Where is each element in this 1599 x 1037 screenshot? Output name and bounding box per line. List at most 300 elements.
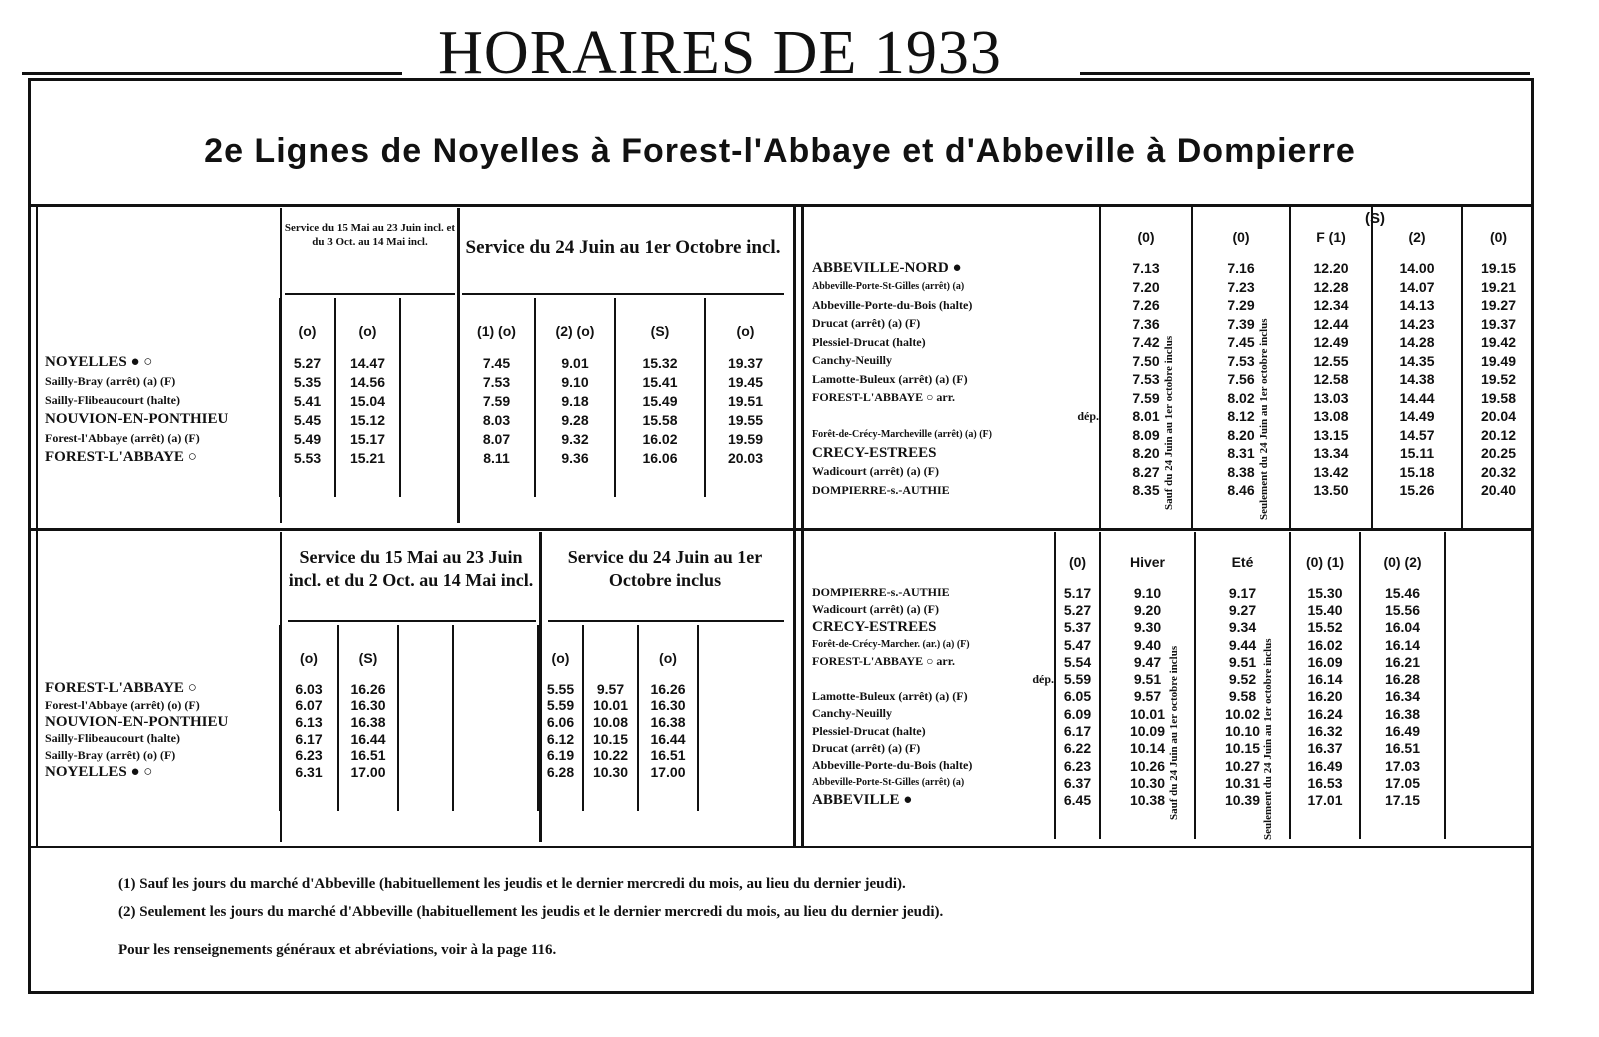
- empty-cell: [615, 467, 705, 497]
- departure-time: 16.34: [1360, 688, 1445, 705]
- departure-time: 17.00: [338, 764, 398, 781]
- departure-time: 16.44: [638, 731, 698, 748]
- upper-left-timetable: [45, 298, 785, 497]
- departure-time: 5.27: [280, 353, 335, 372]
- departure-time: 8.09: [1100, 426, 1192, 445]
- departure-time: 5.45: [280, 410, 335, 429]
- departure-time: 9.36: [535, 448, 615, 467]
- station-name: Wadicourt (arrêt) (a) (F): [812, 464, 939, 479]
- station-name: ABBEVILLE-NORD ●: [812, 259, 962, 276]
- departure-time: 10.22: [583, 747, 638, 764]
- departure-time: 15.56: [1360, 601, 1445, 618]
- station-name: FOREST-L'ABBAYE ○: [45, 449, 197, 465]
- ul-column-mark: [400, 298, 458, 353]
- departure-time: 9.47: [1100, 653, 1195, 670]
- departure-time: 19.52: [1462, 370, 1534, 389]
- departure-time: 19.45: [705, 372, 785, 391]
- departure-time: 19.37: [1462, 315, 1534, 334]
- empty-cell: [453, 781, 538, 811]
- departure-time: 8.07: [458, 429, 535, 448]
- departure-time: 19.51: [705, 391, 785, 410]
- empty-cell: [335, 467, 400, 497]
- departure-time: [1445, 636, 1530, 653]
- departure-time: 7.53: [458, 372, 535, 391]
- departure-time: 16.26: [638, 680, 698, 697]
- departure-time: 16.30: [638, 697, 698, 714]
- station-name: Wadicourt (arrêt) (a) (F): [812, 602, 939, 617]
- departure-time: 5.59: [1055, 670, 1100, 687]
- departure-time: 20.32: [1462, 463, 1534, 482]
- departure-time: 19.42: [1462, 333, 1534, 352]
- departure-time: [453, 714, 538, 731]
- departure-time: [398, 747, 453, 764]
- departure-time: 7.50: [1100, 352, 1192, 371]
- departure-time: 10.39: [1195, 792, 1290, 809]
- ll-header-row: [45, 625, 783, 680]
- departure-time: 15.12: [335, 410, 400, 429]
- lr-column-mark: (0) (2): [1360, 532, 1445, 584]
- lr-column-mark: Eté: [1195, 532, 1290, 584]
- departure-time: 8.20: [1100, 444, 1192, 463]
- table-row: [45, 391, 785, 410]
- ul-column-mark: (o): [335, 298, 400, 353]
- departure-time: [453, 697, 538, 714]
- table-row: [45, 747, 783, 764]
- ul-group2-header: Service du 24 Juin au 1er Octobre incl.: [465, 237, 781, 258]
- station-name: Plessiel-Drucat (halte): [812, 334, 926, 349]
- departure-time: 8.12: [1192, 407, 1290, 426]
- departure-time: 6.13: [280, 714, 338, 731]
- departure-time: 7.53: [1192, 352, 1290, 371]
- departure-time: 14.13: [1372, 296, 1462, 315]
- departure-time: 9.20: [1100, 601, 1195, 618]
- departure-time: 14.00: [1372, 259, 1462, 278]
- ur-column-mark: (2): [1372, 206, 1462, 259]
- empty-cell: [812, 500, 1100, 530]
- ul-filler-row: [45, 467, 785, 497]
- empty-cell: [812, 809, 1055, 839]
- footnote-general: Pour les renseignements généraux et abréviations, voir à la page 116.: [118, 942, 557, 958]
- departure-time: 6.37: [1055, 774, 1100, 791]
- departure-time: 16.21: [1360, 653, 1445, 670]
- departure-time: 15.46: [1360, 584, 1445, 601]
- station-name: NOYELLES ● ○: [45, 354, 153, 370]
- departure-time: 15.41: [615, 372, 705, 391]
- departure-time: 16.24: [1290, 705, 1360, 722]
- title-rule-left: [22, 72, 402, 75]
- ul-group1-rule: [285, 293, 455, 295]
- departure-time: 13.15: [1290, 426, 1372, 445]
- departure-time: 16.30: [338, 697, 398, 714]
- empty-cell: [1290, 809, 1360, 839]
- departure-time: 14.56: [335, 372, 400, 391]
- departure-time: 13.50: [1290, 481, 1372, 500]
- departure-time: 10.10: [1195, 722, 1290, 739]
- ur-group-mark: (S): [1365, 210, 1385, 227]
- station-name: Forest-l'Abbaye (arrêt) (o) (F): [45, 697, 200, 712]
- empty-cell: [535, 467, 615, 497]
- departure-time: 7.26: [1100, 296, 1192, 315]
- ur-column-mark: F (1): [1290, 206, 1372, 259]
- station-name: Sailly-Bray (arrêt) (a) (F): [45, 374, 176, 388]
- departure-time: 6.07: [280, 697, 338, 714]
- departure-time: 6.05: [1055, 688, 1100, 705]
- table-row: [812, 278, 1534, 297]
- lower-left-timetable: [45, 625, 783, 811]
- departure-time: 16.02: [615, 429, 705, 448]
- departure-time: [398, 714, 453, 731]
- empty-cell: [538, 781, 583, 811]
- departure-time: 7.59: [458, 391, 535, 410]
- departure-time: 14.28: [1372, 333, 1462, 352]
- station-name: Drucat (arrêt) (a) (F): [812, 316, 921, 331]
- departure-time: 17.01: [1290, 792, 1360, 809]
- departure-time: 19.49: [1462, 352, 1534, 371]
- departure-time: 16.51: [338, 747, 398, 764]
- departure-time: 10.01: [1100, 705, 1195, 722]
- departure-time: 5.27: [1055, 601, 1100, 618]
- departure-time: 17.03: [1360, 757, 1445, 774]
- departure-time: 12.58: [1290, 370, 1372, 389]
- ll-group2-header: Service du 24 Juin au 1er Octobre inclus: [567, 547, 763, 590]
- departure-time: 10.38: [1100, 792, 1195, 809]
- empty-cell: [1360, 809, 1445, 839]
- departure-time: [1445, 705, 1530, 722]
- departure-time: [398, 680, 453, 697]
- empty-cell: [280, 467, 335, 497]
- departure-time: 14.35: [1372, 352, 1462, 371]
- departure-time: 14.07: [1372, 278, 1462, 297]
- departure-time: 5.49: [280, 429, 335, 448]
- ll-group2-rule: [548, 620, 784, 622]
- departure-time: 16.06: [615, 448, 705, 467]
- departure-time: 9.10: [1100, 584, 1195, 601]
- empty-cell: [45, 781, 280, 811]
- departure-time: 16.28: [1360, 670, 1445, 687]
- departure-time: 7.56: [1192, 370, 1290, 389]
- station-name: Canchy-Neuilly: [812, 353, 893, 368]
- table-row: [45, 410, 785, 429]
- ul-group2-rule: [462, 293, 784, 295]
- departure-time: 10.15: [583, 731, 638, 748]
- empty-cell: [1192, 500, 1290, 530]
- departure-time: 16.32: [1290, 722, 1360, 739]
- station-name: Sailly-Flibeaucourt (halte): [45, 393, 180, 407]
- departure-time: 14.47: [335, 353, 400, 372]
- departure-time: 7.39: [1192, 315, 1290, 334]
- table-row: [45, 697, 783, 714]
- station-name: Abbeville-Porte-du-Bois (halte): [812, 758, 973, 773]
- departure-time: 10.09: [1100, 722, 1195, 739]
- departure-time: 9.44: [1195, 636, 1290, 653]
- station-name: Sailly-Bray (arrêt) (o) (F): [45, 747, 176, 762]
- ul-column-mark: (o): [280, 298, 335, 353]
- empty-cell: [45, 467, 280, 497]
- ul-column-mark: (o): [705, 298, 785, 353]
- departure-time: 9.32: [535, 429, 615, 448]
- departure-time: 6.03: [280, 680, 338, 697]
- departure-time: [1445, 670, 1530, 687]
- departure-time: 5.53: [280, 448, 335, 467]
- table-row: [812, 259, 1534, 278]
- ul-column-mark: (2) (o): [535, 298, 615, 353]
- departure-time: [453, 747, 538, 764]
- departure-time: 19.15: [1462, 259, 1534, 278]
- ur-column-mark: (0): [1100, 206, 1192, 259]
- lr-column-mark: [1445, 532, 1530, 584]
- departure-time: [398, 731, 453, 748]
- divider-vertical-b: [801, 206, 804, 846]
- station-name: Lamotte-Buleux (arrêt) (a) (F): [812, 688, 968, 703]
- departure-time: 15.52: [1290, 619, 1360, 636]
- departure-time: 8.27: [1100, 463, 1192, 482]
- departure-time: 9.51: [1195, 653, 1290, 670]
- ul-header-row: [45, 298, 785, 353]
- empty-cell: [698, 781, 783, 811]
- departure-time: [453, 731, 538, 748]
- departure-time: 8.03: [458, 410, 535, 429]
- departure-time: 14.44: [1372, 389, 1462, 408]
- station-name: Canchy-Neuilly: [812, 706, 893, 721]
- departure-time: 19.55: [705, 410, 785, 429]
- departure-time: 16.14: [1290, 670, 1360, 687]
- departure-time: 9.27: [1195, 601, 1290, 618]
- lr-vertical-note-2: Seulement du 24 Juin au 1er octobre inclus: [1262, 638, 1274, 840]
- departure-time: 17.05: [1360, 774, 1445, 791]
- departure-time: 16.38: [638, 714, 698, 731]
- departure-time: 15.30: [1290, 584, 1360, 601]
- departure-time: 5.35: [280, 372, 335, 391]
- departure-time: 9.18: [535, 391, 615, 410]
- divider-vertical-a: [793, 206, 796, 846]
- departure-time: 14.57: [1372, 426, 1462, 445]
- departure-time: 5.54: [1055, 653, 1100, 670]
- lr-vertical-note-1: Sauf du 24 Juin au 1er octobre inclus: [1168, 645, 1180, 820]
- departure-time: 10.30: [583, 764, 638, 781]
- station-name: NOUVION-EN-PONTHIEU: [45, 713, 229, 730]
- station-name: ABBEVILLE ●: [812, 791, 913, 808]
- departure-time: 6.17: [1055, 722, 1100, 739]
- departure-time: 10.30: [1100, 774, 1195, 791]
- departure-time: 20.40: [1462, 481, 1534, 500]
- departure-time: 15.18: [1372, 463, 1462, 482]
- departure-time: 8.31: [1192, 444, 1290, 463]
- departure-time: 19.59: [705, 429, 785, 448]
- departure-time: 8.01: [1100, 407, 1192, 426]
- departure-time: 15.26: [1372, 481, 1462, 500]
- table-row: [45, 714, 783, 731]
- departure-time: 7.16: [1192, 259, 1290, 278]
- departure-time: 10.14: [1100, 740, 1195, 757]
- station-name: Abbeville-Porte-St-Gilles (arrêt) (a): [812, 281, 965, 293]
- station-name: Abbeville-Porte-St-Gilles (arrêt) (a): [812, 777, 965, 789]
- departure-time: 15.21: [335, 448, 400, 467]
- departure-time: 7.45: [458, 353, 535, 372]
- divider-notes: [30, 846, 1532, 848]
- departure-time: [400, 410, 458, 429]
- departure-time: 6.22: [1055, 740, 1100, 757]
- departure-time: [1445, 757, 1530, 774]
- departure-time: 6.23: [280, 747, 338, 764]
- departure-time: 16.37: [1290, 740, 1360, 757]
- departure-time: 9.28: [535, 410, 615, 429]
- departure-time: [698, 731, 783, 748]
- departure-time: 8.35: [1100, 481, 1192, 500]
- departure-time: 10.31: [1195, 774, 1290, 791]
- departure-time: 16.04: [1360, 619, 1445, 636]
- departure-time: 20.25: [1462, 444, 1534, 463]
- departure-time: 9.34: [1195, 619, 1290, 636]
- departure-time: [453, 764, 538, 781]
- departure-time: [1445, 774, 1530, 791]
- departure-time: 15.32: [615, 353, 705, 372]
- departure-time: 9.52: [1195, 670, 1290, 687]
- departure-time: 19.58: [1462, 389, 1534, 408]
- station-name: Lamotte-Buleux (arrêt) (a) (F): [812, 371, 968, 386]
- lr-header-spacer: [812, 532, 1055, 584]
- departure-time: 10.26: [1100, 757, 1195, 774]
- empty-cell: [583, 781, 638, 811]
- departure-time: 9.57: [583, 680, 638, 697]
- departure-time: 20.12: [1462, 426, 1534, 445]
- departure-time: [1445, 601, 1530, 618]
- divider-left: [36, 206, 38, 846]
- departure-time: [698, 714, 783, 731]
- footnote-1: (1) Sauf les jours du marché d'Abbeville (habituellement les jeudis et le dernier mercredi du mois, au lieu du dernier jeudi).: [118, 876, 906, 892]
- departure-time: 19.27: [1462, 296, 1534, 315]
- departure-time: 16.20: [1290, 688, 1360, 705]
- departure-time: 13.34: [1290, 444, 1372, 463]
- departure-time: 16.26: [338, 680, 398, 697]
- departure-time: 10.02: [1195, 705, 1290, 722]
- lr-column-mark: (0) (1): [1290, 532, 1360, 584]
- departure-time: 6.23: [1055, 757, 1100, 774]
- empty-cell: [1372, 500, 1462, 530]
- departure-time: 13.08: [1290, 407, 1372, 426]
- departure-time: [400, 372, 458, 391]
- departure-time: 12.44: [1290, 315, 1372, 334]
- station-name: Forêt-de-Crécy-Marcheville (arrêt) (a) (F): [812, 429, 992, 441]
- departure-time: 5.41: [280, 391, 335, 410]
- departure-time: 20.04: [1462, 407, 1534, 426]
- ul-group1-header: Service du 15 Mai au 23 Juin incl. et du 3 Oct. au 14 Mai incl.: [284, 222, 456, 248]
- ll-header-spacer: [45, 625, 280, 680]
- ll-column-mark: (o): [638, 625, 698, 680]
- departure-time: 16.49: [1290, 757, 1360, 774]
- departure-time: 7.42: [1100, 333, 1192, 352]
- empty-cell: [400, 467, 458, 497]
- departure-time: [1445, 722, 1530, 739]
- empty-cell: [1055, 809, 1100, 839]
- departure-time: 16.49: [1360, 722, 1445, 739]
- departure-time: 9.17: [1195, 584, 1290, 601]
- station-name: DOMPIERRE-s.-AUTHIE: [812, 585, 950, 600]
- departure-time: 9.51: [1100, 670, 1195, 687]
- departure-time: 10.01: [583, 697, 638, 714]
- departure-time: 7.53: [1100, 370, 1192, 389]
- departure-time: 12.20: [1290, 259, 1372, 278]
- departure-time: [1445, 653, 1530, 670]
- departure-time: 16.14: [1360, 636, 1445, 653]
- table-row: [45, 448, 785, 467]
- table-row: [45, 764, 783, 781]
- empty-cell: [1290, 500, 1372, 530]
- page-title: HORAIRES DE 1933: [438, 19, 1002, 87]
- station-name: dép.: [1032, 671, 1054, 686]
- ll-column-mark: [698, 625, 783, 680]
- station-name: Abbeville-Porte-du-Bois (halte): [812, 297, 973, 312]
- departure-time: 10.27: [1195, 757, 1290, 774]
- ul-column-mark: (S): [615, 298, 705, 353]
- departure-time: 16.09: [1290, 653, 1360, 670]
- departure-time: 19.21: [1462, 278, 1534, 297]
- station-name: CRECY-ESTREES: [812, 444, 937, 461]
- footnote-2: (2) Seulement les jours du marché d'Abbeville (habituellement les jeudis et le dernier mercredi du mois, au lieu du dernier jeudi).: [118, 904, 944, 920]
- departure-time: [1445, 740, 1530, 757]
- departure-time: 16.51: [638, 747, 698, 764]
- ll-column-mark: (S): [338, 625, 398, 680]
- departure-time: 16.38: [338, 714, 398, 731]
- departure-time: 12.28: [1290, 278, 1372, 297]
- departure-time: 15.58: [615, 410, 705, 429]
- departure-time: 9.01: [535, 353, 615, 372]
- departure-time: [400, 448, 458, 467]
- departure-time: [398, 764, 453, 781]
- departure-time: [1445, 584, 1530, 601]
- empty-cell: [338, 781, 398, 811]
- departure-time: 5.17: [1055, 584, 1100, 601]
- empty-cell: [1462, 500, 1534, 530]
- departure-time: 14.23: [1372, 315, 1462, 334]
- station-name: CRECY-ESTREES: [812, 618, 937, 635]
- departure-time: 14.49: [1372, 407, 1462, 426]
- empty-cell: [458, 467, 535, 497]
- departure-time: 7.29: [1192, 296, 1290, 315]
- title-rule-right: [1080, 72, 1530, 75]
- ll-column-mark: [583, 625, 638, 680]
- departure-time: 7.20: [1100, 278, 1192, 297]
- departure-time: 5.59: [538, 697, 583, 714]
- departure-time: 7.23: [1192, 278, 1290, 297]
- lr-header-row: [812, 532, 1530, 584]
- station-name: NOUVION-EN-PONTHIEU: [45, 411, 229, 427]
- departure-time: 19.37: [705, 353, 785, 372]
- departure-time: 6.28: [538, 764, 583, 781]
- station-name: Plessiel-Drucat (halte): [812, 723, 926, 738]
- departure-time: 16.53: [1290, 774, 1360, 791]
- departure-time: 7.59: [1100, 389, 1192, 408]
- ll-group1-rule: [288, 620, 536, 622]
- departure-time: [698, 697, 783, 714]
- table-row: [45, 429, 785, 448]
- departure-time: 9.10: [535, 372, 615, 391]
- departure-time: 5.55: [538, 680, 583, 697]
- departure-time: 15.11: [1372, 444, 1462, 463]
- departure-time: 8.46: [1192, 481, 1290, 500]
- ur-header-spacer: [812, 206, 1100, 259]
- departure-time: 16.51: [1360, 740, 1445, 757]
- departure-time: 6.12: [538, 731, 583, 748]
- ul-header-spacer: [45, 298, 280, 353]
- departure-time: 6.45: [1055, 792, 1100, 809]
- empty-cell: [705, 467, 785, 497]
- departure-time: 16.44: [338, 731, 398, 748]
- departure-time: [1445, 792, 1530, 809]
- departure-time: [398, 697, 453, 714]
- departure-time: 17.00: [638, 764, 698, 781]
- departure-time: 16.38: [1360, 705, 1445, 722]
- empty-cell: [1195, 809, 1290, 839]
